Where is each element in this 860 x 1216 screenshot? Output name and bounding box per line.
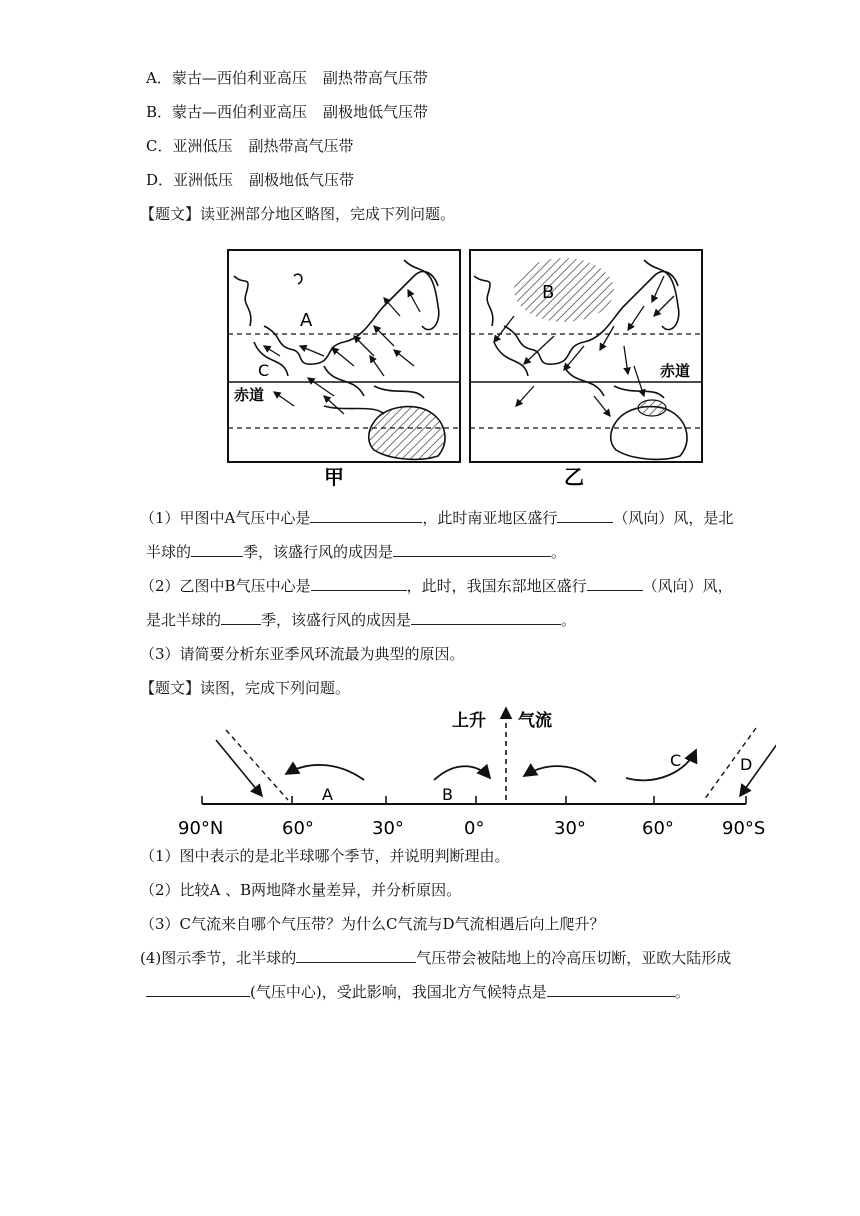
option-b: B．蒙古—西伯利亚高压 副极地低气压带: [146, 103, 429, 121]
tick-60n: 60°: [282, 818, 314, 839]
s1-q1-line2: 半球的 季，该盛行风的成因是 。: [146, 543, 567, 561]
section1-heading: 【题文】读亚洲部分地区略图，完成下列问题。: [140, 205, 456, 223]
option-c: C．亚洲低压 副热带高气压带: [146, 137, 354, 155]
answer-blank[interactable]: [191, 542, 243, 557]
map-yi: [470, 250, 702, 489]
s2-q2: （2）比较A 、B两地降水量差异，并分析原因。: [140, 881, 462, 899]
answer-blank[interactable]: [221, 610, 261, 625]
equator-label-left: 赤道: [234, 386, 265, 404]
airflow-label: 气流: [518, 711, 552, 731]
asia-maps-figure: [224, 246, 710, 490]
tick-90n: 90°N: [178, 818, 224, 839]
answer-blank[interactable]: [557, 508, 613, 523]
tick-30n: 30°: [372, 818, 404, 839]
option-d: D．亚洲低压 副极地低气压带: [146, 171, 355, 189]
s2-q4-line2: (气压中心)，受此影响，我国北方气候特点是 。: [146, 982, 690, 1002]
tick-0: 0°: [464, 818, 485, 839]
answer-blank[interactable]: [311, 576, 407, 591]
answer-blank[interactable]: [310, 508, 422, 523]
rising-label: 上升: [452, 711, 486, 731]
label-b: B: [542, 282, 555, 303]
equator-label-right: 赤道: [660, 362, 691, 380]
label-c: C: [670, 751, 682, 770]
s1-q2-line2: 是北半球的 季，该盛行风的成因是 。: [146, 611, 577, 629]
label-a: A: [322, 785, 333, 804]
label-d: D: [740, 755, 753, 774]
circulation-diagram: [176, 700, 776, 840]
caption-jia: 甲: [324, 465, 344, 489]
answer-blank[interactable]: [146, 982, 250, 997]
tick-30s: 30°: [554, 818, 586, 839]
s1-q2-line1: （2）乙图中B气压中心是 ，此时，我国东部地区盛行 （风向）风，: [140, 577, 733, 595]
answer-blank[interactable]: [587, 576, 643, 591]
label-c: C: [258, 361, 270, 380]
tick-60s: 60°: [642, 818, 674, 839]
caption-yi: 乙: [564, 465, 584, 489]
s1-q1-line1: （1）甲图中A气压中心是 ，此时南亚地区盛行 （风向）风，是北: [140, 509, 734, 527]
s2-q1: （1）图中表示的是北半球哪个季节，并说明判断理由。: [140, 847, 510, 865]
label-a: A: [300, 310, 313, 331]
option-a: A．蒙古—西伯利亚高压 副热带高气压带: [146, 69, 428, 87]
s1-q3: （3）请简要分析东亚季风环流最为典型的原因。: [140, 645, 465, 663]
label-b: B: [442, 785, 453, 804]
answer-blank[interactable]: [547, 982, 675, 997]
tick-90s: 90°S: [722, 818, 766, 839]
section2-heading: 【题文】读图，完成下列问题。: [140, 679, 351, 697]
answer-blank[interactable]: [393, 542, 551, 557]
answer-blank[interactable]: [296, 948, 416, 963]
answer-blank[interactable]: [411, 610, 561, 625]
s2-q3: （3）C气流来自哪个气压带？为什么C气流与D气流相遇后向上爬升？: [140, 915, 605, 933]
map-jia: [228, 250, 460, 489]
s2-q4-line1: (4)图示季节，北半球的 气压带会被陆地上的冷高压切断，亚欧大陆形成: [140, 949, 732, 967]
